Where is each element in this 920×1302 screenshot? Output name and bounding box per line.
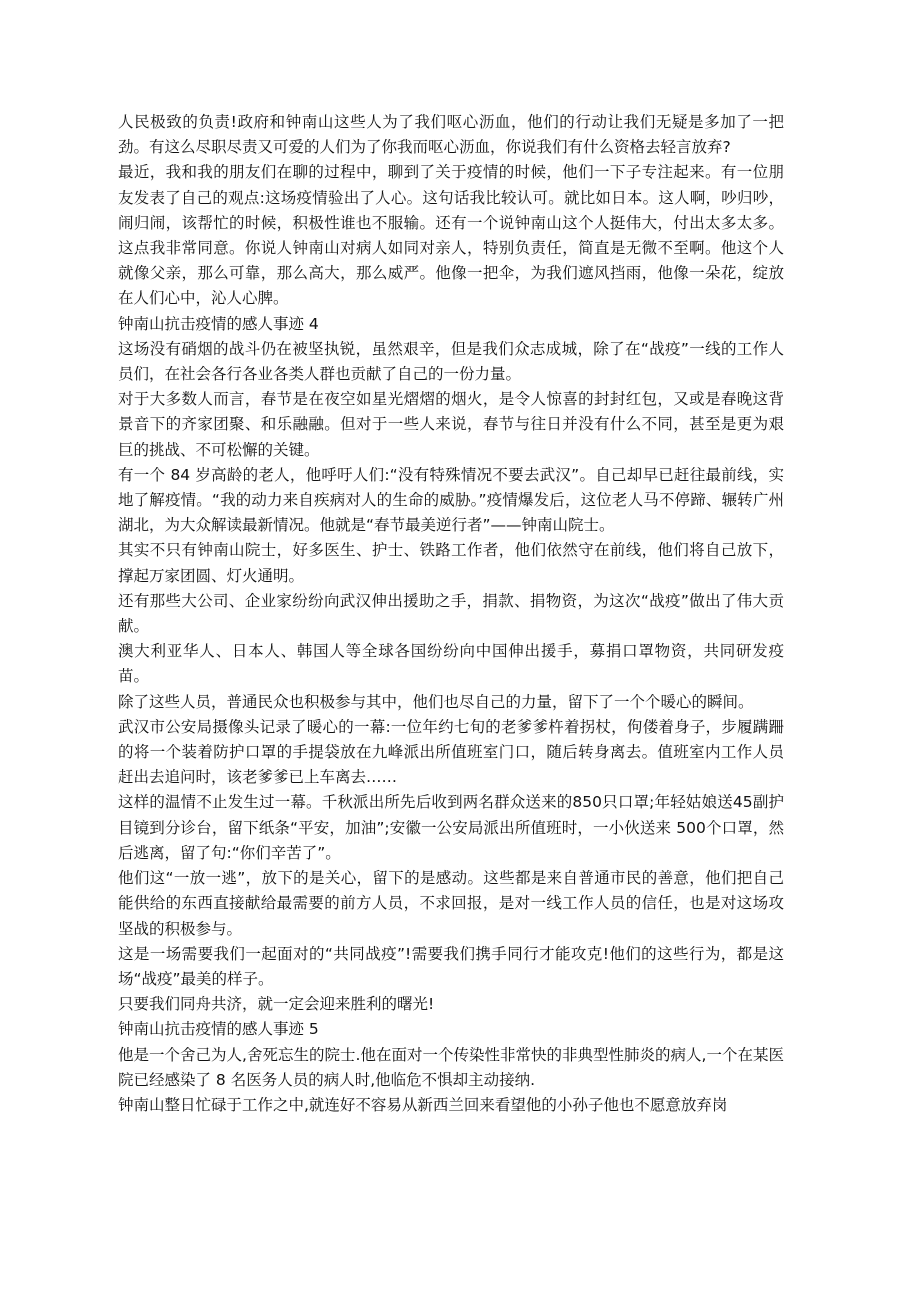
paragraph: 武汉市公安局摄像头记录了暖心的一幕:一位年约七旬的老爹爹杵着拐杖，佝偻着身子，步履蹒跚的将一个装着防护口罩的手提袋放在九峰派出所值班室门口，随后转身离去。值班室内工作人员赶出去追问时，该老爹爹已上车离去……: [118, 717, 784, 787]
paragraph: 这样的温情不止发生过一幕。千秋派出所先后收到两名群众送来的850只口罩;年轻姑娘送45副护目镜到分诊台，留下纸条“平安，加油”;安徽一公安局派出所值班时，一小伙送来 500个口罩，然后逃离，留了句:“你们辛苦了”。: [118, 793, 785, 862]
paragraph: 最近，我和我的朋友们在聊的过程中，聊到了关于疫情的时候，他们一下子专注起来。有一位朋友发表了自己的观点:这场疫情验出了人心。这句话我比较认可。就比如日本。这人啊，吵归吵，闹归闹，该帮忙的时候，积极性谁也不服输。还有一个说钟南山这个人挺伟大，付出太多太多。这点我非常同意。你说人钟南山对病人如同对亲人，特别负责任，简直是无微不至啊。他这个人就像父亲，那么可靠，那么高大，那么威严。他像一把伞，为我们遮风挡雨，他像一朵花，绽放在人们心中，沁人心脾。: [118, 163, 784, 308]
paragraph: 这是一场需要我们一起面对的“共同战疫”!需要我们携手同行才能攻克!他们的这些行为，都是这场“战疫”最美的样子。: [118, 944, 784, 988]
paragraph: 钟南山整日忙碌于工作之中,就连好不容易从新西兰回来看望他的小孙子他也不愿意放弃岗: [118, 1095, 728, 1114]
paragraph: 他们这“一放一逃”，放下的是关心，留下的是感动。这些都是来自普通市民的善意，他们把自己能供给的东西直接献给最需要的前方人员，不求回报，是对一线工作人员的信任，也是对这场攻坚战的积极参与。: [118, 869, 784, 938]
paragraph: 他是一个舍己为人,舍死忘生的院士.他在面对一个传染性非常快的非典型性肺炎的病人,一个在某医院已经感染了 8 名医务人员的病人时,他临危不惧却主动接纳.: [118, 1045, 784, 1089]
paragraph: 只要我们同舟共济，就一定会迎来胜利的曙光!: [118, 995, 435, 1014]
paragraph: 澳大利亚华人、日本人、韩国人等全球各国纷纷向中国伸出援手，募捐口罩物资，共同研发疫苗。: [118, 642, 784, 686]
paragraph: 还有那些大公司、企业家纷纷向武汉伸出援助之手，捐款、捐物资，为这次“战疫”做出了伟大贡献。: [118, 591, 784, 636]
document-body: [118, 110, 784, 1118]
section-heading: 钟南山抗击疫情的感人事迹 4: [118, 314, 319, 333]
section-heading: 钟南山抗击疫情的感人事迹 5: [118, 1020, 319, 1039]
paragraph: 其实不只有钟南山院士，好多医生、护士、铁路工作者，他们依然守在前线，他们将自己放下，撑起万家团圆、灯火通明。: [118, 541, 784, 585]
paragraph: 对于大多数人而言，春节是在夜空如星光熠熠的烟火，是令人惊喜的封封红包，又或是春晚这背景音下的齐家团聚、和乐融融。但对于一些人来说，春节与往日并没有什么不同，甚至是更为艰巨的挑战、不可松懈的关键。: [118, 390, 784, 459]
paragraph: 除了这些人员，普通民众也积极参与其中，他们也尽自己的力量，留下了一个个暖心的瞬间。: [118, 692, 754, 711]
paragraph: 有一个 84 岁高龄的老人，他呼吁人们:“没有特殊情况不要去武汉”。自己却早已赶往最前线，实地了解疫情。“我的动力来自疾病对人的生命的威胁。”疫情爆发后，这位老人马不停蹄、辗转广州湖北，为大众解读最新情况。他就是“春节最美逆行者”——钟南山院士。: [118, 465, 784, 535]
paragraph: 这场没有硝烟的战斗仍在被坚执锐，虽然艰辛，但是我们众志成城，除了在“战疫”一线的工作人员们，在社会各行各业各类人群也贡献了自己的一份力量。: [118, 339, 784, 384]
paragraph: 人民极致的负责!政府和钟南山这些人为了我们呕心沥血，他们的行动让我们无疑是多加了一把劲。有这么尽职尽责又可爱的人们为了你我而呕心沥血，你说我们有什么资格去轻言放弃?: [118, 113, 784, 157]
